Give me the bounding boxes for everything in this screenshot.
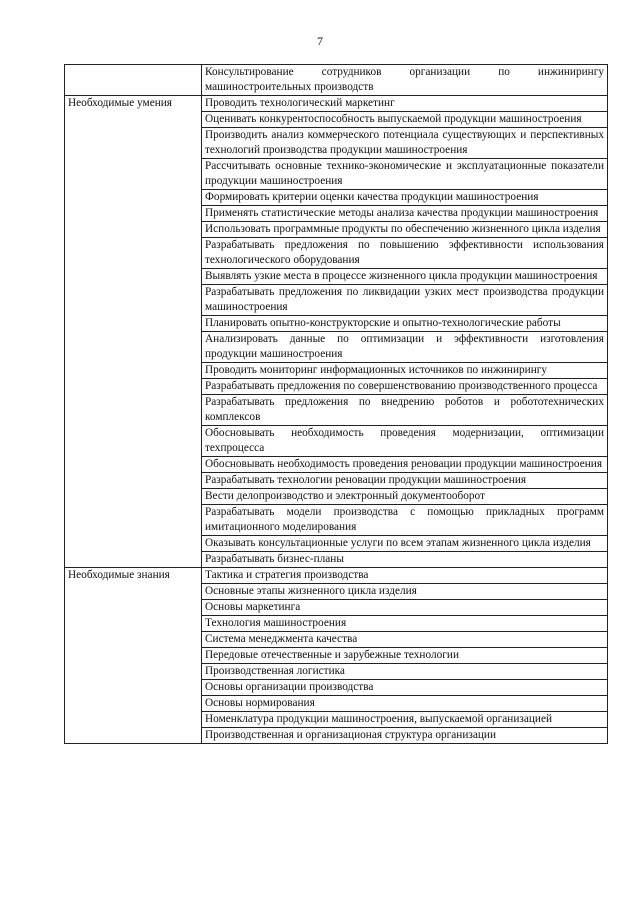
item-text: Проводить мониторинг информационных источников по инжинирингу: [202, 363, 608, 379]
item-text: Разрабатывать предложения по повышению эффективности использования технологического оборудования: [202, 238, 608, 269]
item-text: Анализировать данные по оптимизации и эффективности изготовления продукции машиностроения: [202, 332, 608, 363]
item-text: Разрабатывать предложения по совершенствованию производственного процесса: [202, 379, 608, 395]
item-text: Разрабатывать модели производства с помощью прикладных программ имитационного моделирования: [202, 505, 608, 536]
item-text: Обосновывать необходимость проведения реновации продукции машиностроения: [202, 457, 608, 473]
item-text: Разрабатывать предложения по внедрению роботов и робототехнических комплексов: [202, 395, 608, 426]
item-text: Технология машиностроения: [202, 616, 608, 632]
item-text: Тактика и стратегия производства: [202, 568, 608, 584]
item-text: Производственная логистика: [202, 664, 608, 680]
table-row: [65, 96, 608, 112]
item-text: Разрабатывать бизнес-планы: [202, 552, 608, 568]
item-text: Номенклатура продукции машиностроения, выпускаемой организацией: [202, 712, 608, 728]
section-label: Необходимые знания: [65, 568, 202, 744]
item-text: Основные этапы жизненного цикла изделия: [202, 584, 608, 600]
item-text: Оказывать консультационные услуги по всем этапам жизненного цикла изделия: [202, 536, 608, 552]
item-text: Передовые отечественные и зарубежные технологии: [202, 648, 608, 664]
item-text: Система менеджмента качества: [202, 632, 608, 648]
item-text: Основы маркетинга: [202, 600, 608, 616]
item-text: Обосновывать необходимость проведения модернизации, оптимизации техпроцесса: [202, 426, 608, 457]
item-text: Основы организации производства: [202, 680, 608, 696]
table-row: [65, 65, 608, 96]
item-text: Оценивать конкурентоспособность выпускаемой продукции машиностроения: [202, 112, 608, 128]
table-row: [65, 568, 608, 584]
item-text: Вести делопроизводство и электронный документооборот: [202, 489, 608, 505]
page-number: 7: [317, 34, 323, 48]
item-text: Разрабатывать предложения по ликвидации узких мест производства продукции машиностроения: [202, 285, 608, 316]
item-text: Выявлять узкие места в процессе жизненного цикла продукции машиностроения: [202, 269, 608, 285]
item-text: Планировать опытно-конструкторские и опытно-технологические работы: [202, 316, 608, 332]
item-text: Производить анализ коммерческого потенциала существующих и перспективных технологий производства продукции машиностроения: [202, 128, 608, 159]
item-text: Производственная и организационая структура организации: [202, 728, 608, 744]
item-text: Проводить технологический маркетинг: [202, 96, 608, 112]
section-label: [65, 65, 202, 96]
item-text: Разрабатывать технологии реновации продукции машиностроения: [202, 473, 608, 489]
item-text: Формировать критерии оценки качества продукции машиностроения: [202, 190, 608, 206]
section-label: Необходимые умения: [65, 96, 202, 568]
item-text: Применять статистические методы анализа качества продукции машиностроения: [202, 206, 608, 222]
item-text: Использовать программные продукты по обеспечению жизненного цикла изделия: [202, 222, 608, 238]
item-text: Основы нормирования: [202, 696, 608, 712]
item-text: Консультирование сотрудников организации по инжинирингу машиностроительных производств: [202, 65, 608, 96]
item-text: Рассчитывать основные технико-экономические и эксплуатационные показатели продукции машиностроения: [202, 159, 608, 190]
competency-table: [64, 64, 608, 744]
